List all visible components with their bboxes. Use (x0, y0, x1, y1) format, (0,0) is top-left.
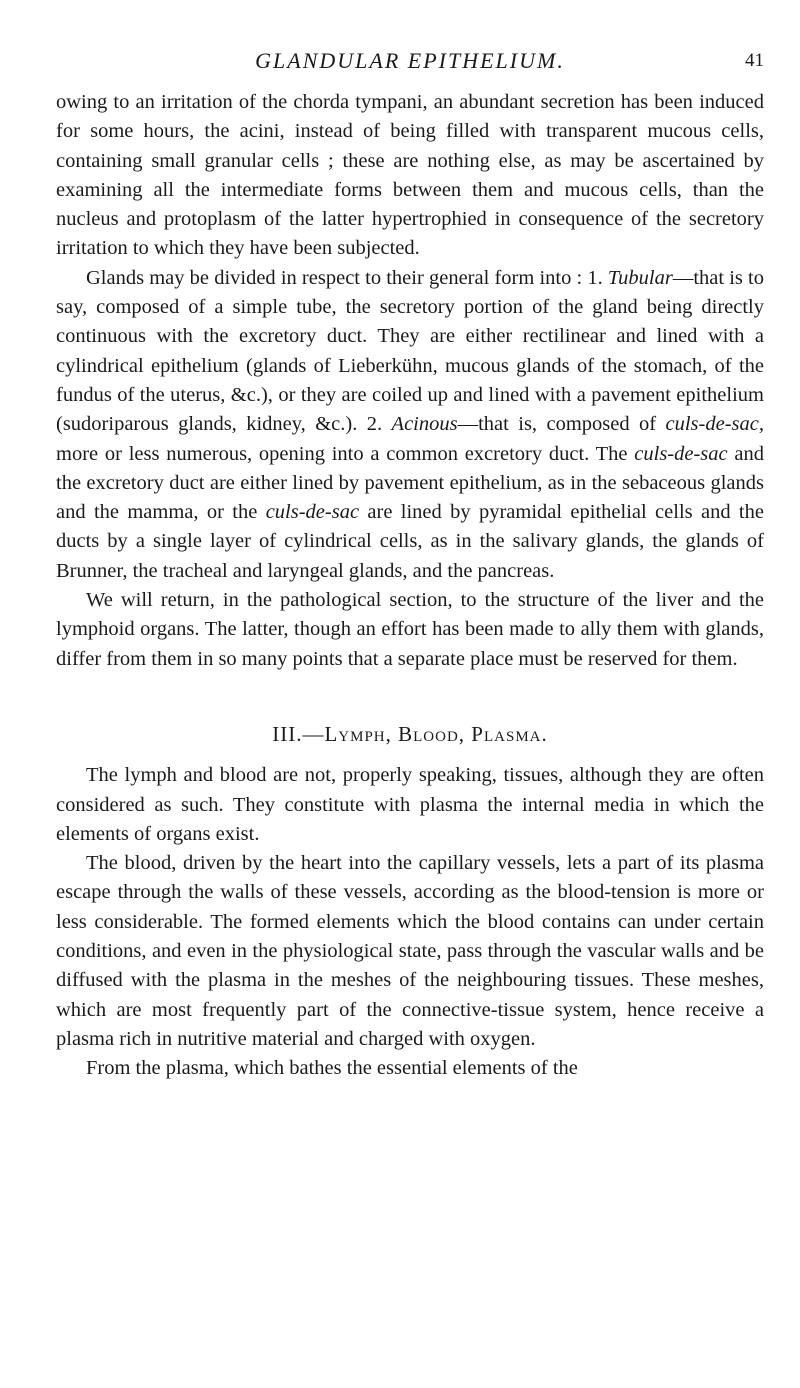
paragraph-2-text-d: more or less numerous, opening into a common excretory duct. The (56, 442, 635, 465)
term-culs-de-sac-3: culs-de-sac (265, 501, 360, 524)
running-head (56, 38, 764, 72)
page-number: 41 (745, 50, 764, 71)
section-heading (56, 720, 764, 749)
paragraph-2-text-e: and the excretory duct are either lined by pavement epithelium, as in the sebaceous glands and the mamma, or the (56, 442, 764, 524)
term-tubular: Tubular (607, 266, 673, 289)
paragraph-2-text-b: —that is to say, composed of a simple tube, the secretory portion of the gland being directly continuous with the excretory duct. They are either rectilinear and lined with a cylindrical epithelium (glands of Lieberkühn, mucous glands of the stomach, of the fundus of the uterus, &c.), or they are coiled up and lined with a pavement epithelium (sudoriparous glands, kidney, &c.). 2. (56, 266, 764, 436)
term-culs-de-sac-1: culs-de-sac, (665, 413, 764, 436)
section-number: III. (272, 721, 303, 746)
body-text (56, 88, 764, 1084)
paragraph-1: owing to an irritation of the chorda tympani, an abundant secretion has been induced for some hours, the acini, instead of being filled with transparent mucous cells, containing small granular cells ; these are nothing else, as may be ascertained by examining all the intermediate forms between them and mucous cells, than the nucleus and protoplasm of the latter hypertrophied in consequence of the secretory irritation to which they have been subjected. (56, 91, 764, 260)
paragraph-3: We will return, in the pathological section, to the structure of the liver and the lymphoid organs. The latter, though an effort has been made to ally them with glands, differ from them in so many points that a separate place must be reserved for them. (56, 589, 764, 670)
term-culs-de-sac-2: culs-de-sac (634, 442, 728, 465)
book-page (56, 38, 764, 1084)
paragraph-4: The lymph and blood are not, properly speaking, tissues, although they are often considered as such. They constitute with plasma the internal media in which the elements of organs exist. (56, 764, 764, 845)
paragraph-2-text-a: Glands may be divided in respect to their general form into : 1. (86, 266, 608, 289)
running-title: GLANDULAR EPITHELIUM. (255, 48, 565, 73)
paragraph-5: The blood, driven by the heart into the capillary vessels, lets a part of its plasma escape through the walls of these vessels, according as the blood-tension is more or less considerable. The formed elements which the blood contains can under certain conditions, and even in the physiological state, pass through the vascular walls and be diffused with the plasma in the meshes of the neighbouring tissues. These meshes, which are most frequently part of the connective-tissue system, hence receive a plasma rich in nutritive material and charged with oxygen. (56, 852, 764, 1050)
paragraph-2-text-c: —that is, composed of (457, 413, 666, 436)
paragraph-2 (56, 264, 764, 586)
section-title: —Lymph, Blood, Plasma. (302, 721, 548, 746)
paragraph-2-text-f: are lined by pyramidal epithelial cells and the ducts by a single layer of cylindrical cells, as in the salivary glands, the glands of Brunner, the tracheal and laryngeal glands, and the pancreas. (56, 501, 764, 582)
paragraph-6: From the plasma, which bathes the essential elements of the (86, 1057, 578, 1080)
term-acinous: Acinous (391, 413, 458, 436)
